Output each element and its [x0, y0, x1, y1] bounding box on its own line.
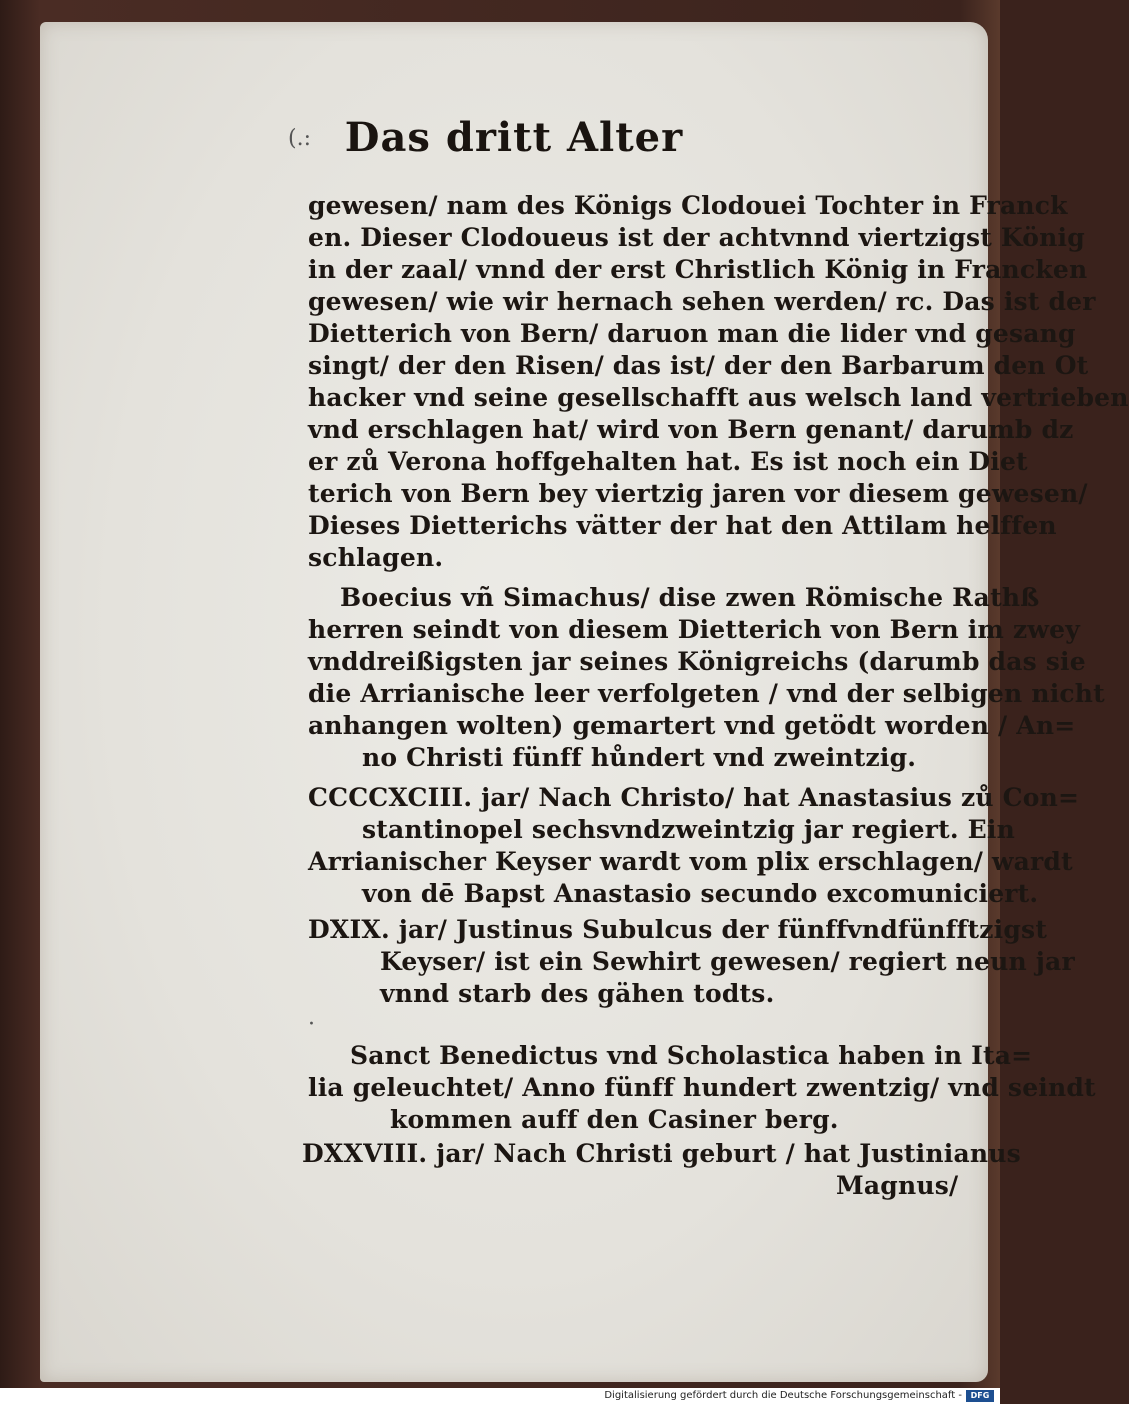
margin-mark: (.: — [288, 126, 311, 151]
page-header: Das dritt Alter — [344, 114, 684, 161]
text-line: en. Dieser Clodoueus ist der achtvnnd viertzigst König — [308, 223, 1085, 252]
text-line: lia geleuchtet/ Anno fünff hundert zwentzig/ vnd seindt — [308, 1073, 1096, 1102]
text-line: singt/ der den Risen/ das ist/ der den Barbarum den Ot — [308, 351, 1089, 380]
text-line: die Arrianische leer verfolgeten / vnd der selbigen nicht — [308, 679, 1105, 708]
text-line: stantinopel sechsvndzweintzig jar regiert. Ein — [362, 815, 1015, 844]
text-line: gewesen/ wie wir hernach sehen werden/ rc. Das ist der — [308, 287, 1096, 316]
text-line: terich von Bern bey viertzig jaren vor diesem gewesen/ — [308, 479, 1088, 508]
text-line: von dē Bapst Anastasio secundo excomuniciert. — [362, 879, 1039, 908]
text-line: vnnd starb des gähen todts. — [380, 979, 775, 1008]
text-line: herren seindt von diesem Dietterich von Bern im zwey — [308, 615, 1080, 644]
text-line: Dietterich von Bern/ daruon man die lider vnd gesang — [308, 319, 1076, 348]
text-line: er zů Verona hoffgehalten hat. Es ist noch ein Diet — [308, 447, 1028, 476]
footer-bar — [0, 1388, 1000, 1404]
text-line: Dieses Dietterichs vätter der hat den Attilam helffen — [308, 511, 1057, 540]
text-line: vnddreißigsten jar seines Königreichs (darumb das sie — [308, 647, 1086, 676]
text-line: vnd erschlagen hat/ wird von Bern genant/ darumb dz — [308, 415, 1074, 444]
text-line: no Christi fünff hůndert vnd zweintzig. — [362, 743, 917, 772]
text-line: Keyser/ ist ein Sewhirt gewesen/ regiert neun jar — [380, 947, 1075, 976]
text-line: gewesen/ nam des Königs Clodouei Tochter in Franck — [308, 191, 1068, 220]
book-page — [40, 22, 1129, 1382]
text-line: anhangen wolten) gemartert vnd getödt worden / An= — [308, 711, 1076, 740]
funding-notice: Digitalisierung gefördert durch die Deutsche Forschungsgemeinschaft - — [604, 1390, 962, 1401]
margin-mark: · — [308, 1012, 315, 1037]
text-line: Sanct Benedictus vnd Scholastica haben in Ita= — [350, 1041, 1033, 1070]
text-line: schlagen. — [308, 543, 444, 572]
text-line: DXIX. jar/ Justinus Subulcus der fünffvndfünfftzigst — [308, 915, 1048, 944]
text-line: Boecius vñ Simachus/ dise zwen Römische Rathß — [340, 583, 1040, 612]
text-line: DXXVIII. jar/ Nach Christi geburt / hat Justinianus — [302, 1139, 1021, 1168]
text-line: Arrianischer Keyser wardt vom plix erschlagen/ wardt — [308, 847, 1073, 876]
text-line: CCCCXCIII. jar/ Nach Christo/ hat Anastasius zů Con= — [308, 783, 1080, 812]
text-line: Magnus/ — [836, 1171, 959, 1200]
dfg-logo: DFG — [966, 1390, 994, 1402]
text-line: kommen auff den Casiner berg. — [390, 1105, 839, 1134]
text-line: in der zaal/ vnnd der erst Christlich König in Francken — [308, 255, 1088, 284]
text-line: hacker vnd seine gesellschafft aus welsch land vertrieben — [308, 383, 1129, 412]
